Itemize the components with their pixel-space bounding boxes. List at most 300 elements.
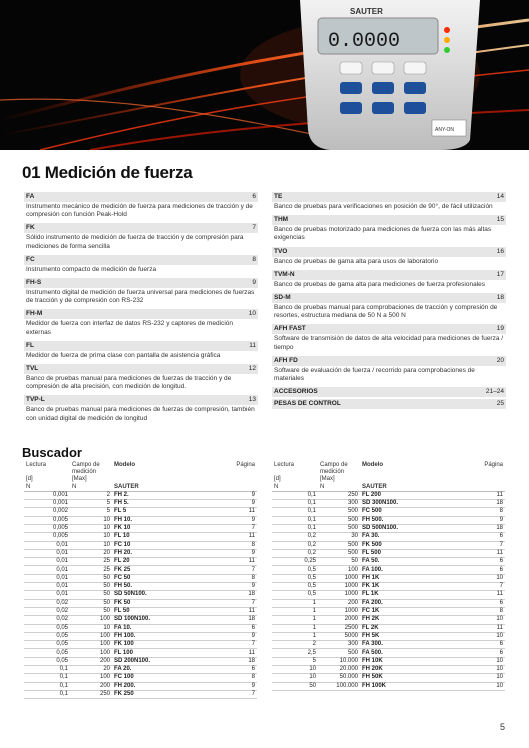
cell-campo: 250 [318,491,360,499]
product-page: 11 [249,341,256,349]
finder-table-left [24,462,257,699]
cell-pagina: 6 [213,666,257,674]
cell-modelo: FK 1K [360,583,461,591]
product-page: 13 [248,396,256,404]
product-description: Banco de pruebas manual para mediciones de fuerzas de tracción y de compresión de alta precisión, con medición de longitud. [26,375,232,391]
cell-modelo: FL 50 [112,607,213,615]
cell-campo: 100 [70,649,112,657]
cell-lectura: 0,05 [24,624,70,632]
product-list-left [24,192,258,427]
table-row [272,558,505,566]
cell-modelo: FH 1K [360,574,461,582]
cell-campo: 1000 [318,591,360,599]
table-row [24,599,257,607]
cell-lectura: 0,05 [24,649,70,657]
table-row [272,541,505,549]
product-header [24,255,258,265]
cell-modelo: FC 1K [360,607,461,615]
cell-modelo: FH 100. [112,632,213,640]
product-description: Instrumento mecánico de medición de fuerza para mediciones de tracción y de compresión con función Peak-Hold [26,203,253,219]
product-page: 18 [496,294,504,302]
cell-lectura: 10 [272,666,318,674]
table-row [24,491,257,499]
product-page: 25 [496,400,504,408]
cell-pagina: 10 [461,632,505,640]
table-row [272,591,505,599]
cell-campo: 50 [70,591,112,599]
cell-lectura: 0,01 [24,591,70,599]
cell-campo: 500 [318,516,360,524]
cell-modelo: SD 100N100. [112,616,213,624]
product-code: TVO [274,247,288,255]
cell-pagina: 11 [461,624,505,632]
cell-lectura: 0,01 [24,583,70,591]
table-row [24,541,257,549]
product-code: THM [274,216,289,224]
cell-lectura: 0,005 [24,525,70,533]
cell-pagina: 6 [461,558,505,566]
product-code: ACCESORIOS [274,388,318,396]
product-header [272,399,506,409]
product-header [272,324,506,334]
cell-pagina: 18 [461,525,505,533]
cell-lectura: 0,001 [24,491,70,499]
cell-campo: 500 [318,525,360,533]
table-row [24,666,257,674]
table-row [24,533,257,541]
table-row [272,616,505,624]
table-row [24,674,257,682]
table-row [24,591,257,599]
product-entry [24,278,258,307]
cell-pagina: 9 [213,632,257,640]
product-header [24,341,258,351]
cell-modelo: FH 10K [360,657,461,665]
cell-campo: 30 [318,533,360,541]
table-row [272,632,505,640]
table-row [272,500,505,508]
table-row [272,649,505,657]
cell-lectura: 0,02 [24,599,70,607]
cell-pagina: 18 [213,657,257,665]
product-description: Software de transmisión de datos de alta velocidad para mediciones de fuerza / tiempo [274,335,504,351]
cell-lectura: 0,05 [24,632,70,640]
cell-pagina: 9 [213,549,257,557]
cell-campo: 20.000 [318,666,360,674]
product-page: 10 [248,310,256,318]
cell-lectura: 0,01 [24,541,70,549]
cell-modelo: FL 5 [112,508,213,516]
product-description: Banco de pruebas para verificaciones en posición de 90°, de fácil utilización [274,203,493,210]
cell-campo: 200 [318,599,360,607]
product-header [272,270,506,280]
product-code: FH-S [26,279,42,287]
table-row [272,607,505,615]
product-list-right [272,192,506,411]
cell-pagina: 7 [213,690,257,698]
cell-lectura: 0,5 [272,566,318,574]
cell-campo: 10 [70,525,112,533]
cell-campo: 10 [70,541,112,549]
product-entry [272,270,506,291]
cell-lectura: 0,01 [24,574,70,582]
table-row [272,491,505,499]
cell-campo: 1000 [318,607,360,615]
cell-pagina: 9 [213,491,257,499]
cell-lectura: 50 [272,682,318,690]
cell-modelo: SD 200N100. [112,657,213,665]
table-row [272,641,505,649]
table-row [24,566,257,574]
col-pagina: Página [213,462,257,491]
cell-campo: 10 [70,533,112,541]
cell-campo: 25 [70,558,112,566]
cell-pagina: 8 [461,508,505,516]
col-campo: Campo de medición [Max] N [318,462,360,491]
cell-lectura: 0,1 [272,500,318,508]
cell-lectura: 0,02 [24,607,70,615]
table-row [272,583,505,591]
cell-campo: 2000 [318,616,360,624]
cell-modelo: FC 100 [112,674,213,682]
product-code: TE [274,193,283,200]
product-entry [272,399,506,409]
table-row [24,682,257,690]
cell-modelo: FA 200. [360,599,461,607]
cell-campo: 2500 [318,624,360,632]
cell-pagina: 18 [213,591,257,599]
cell-campo: 100 [70,674,112,682]
cell-lectura: 0,005 [24,516,70,524]
product-header [24,309,258,319]
cell-pagina: 8 [213,541,257,549]
finder-table-right [272,462,505,691]
product-entry [272,247,506,268]
cell-lectura: 0,1 [272,508,318,516]
cell-pagina: 9 [213,682,257,690]
product-code: TVP-L [26,396,45,404]
cell-pagina: 11 [461,549,505,557]
cell-modelo: FH 2K [360,616,461,624]
table-row [24,508,257,516]
cell-modelo: FH 10. [112,516,213,524]
product-entry [24,309,258,338]
table-row [272,674,505,682]
page-title: 01 Medición de fuerza [22,163,193,182]
cell-pagina: 11 [213,508,257,516]
cell-pagina: 7 [461,541,505,549]
cell-modelo: FA 300. [360,641,461,649]
cell-pagina: 9 [213,516,257,524]
cell-lectura: 0,001 [24,500,70,508]
product-code: FA [26,193,35,200]
cell-modelo: FL 1K [360,591,461,599]
cell-lectura: 0,25 [272,558,318,566]
product-description: Banco de pruebas manual para comprobaciones de tracción y compresión de resortes, estructura mediana de 50 N a 500 N [274,304,498,320]
cell-lectura: 0,2 [272,533,318,541]
cell-lectura: 0,05 [24,657,70,665]
table-row [24,607,257,615]
cell-modelo: FK 100 [112,641,213,649]
cell-campo: 50 [70,583,112,591]
product-header [24,395,258,405]
cell-lectura: 1 [272,616,318,624]
product-page: 15 [496,216,504,224]
product-description: Banco de pruebas de gama alta para usos de laboratorio [274,257,439,265]
cell-lectura: 0,05 [24,641,70,649]
cell-modelo: FH 20K [360,666,461,674]
cell-lectura: 0,1 [24,690,70,698]
cell-pagina: 7 [461,583,505,591]
cell-modelo: FH 20. [112,549,213,557]
cell-lectura: 5 [272,657,318,665]
cell-modelo: FK 250 [112,690,213,698]
cell-lectura: 1 [272,599,318,607]
cell-pagina: 6 [213,624,257,632]
cell-pagina: 11 [213,607,257,615]
cell-lectura: 0,5 [272,591,318,599]
cell-pagina: 6 [461,599,505,607]
cell-modelo: FC 10 [112,541,213,549]
cell-pagina: 9 [213,500,257,508]
device-display: 0.0000 [328,30,401,53]
cell-campo: 50.000 [318,674,360,682]
table-row [24,516,257,524]
table-row [272,533,505,541]
cell-modelo: FL 200 [360,491,461,499]
cell-pagina: 8 [461,607,505,615]
cell-lectura: 10 [272,674,318,682]
product-header [272,293,506,303]
cell-campo: 10.000 [318,657,360,665]
product-page: 20 [496,356,504,364]
cell-lectura: 0,01 [24,566,70,574]
cell-lectura: 0,01 [24,549,70,557]
product-code: TVM-N [274,270,295,278]
product-page: 16 [496,247,504,255]
cell-lectura: 0,5 [272,574,318,582]
cell-modelo: FL 2K [360,624,461,632]
cell-campo: 500 [318,541,360,549]
product-code: AFH FAST [274,325,306,333]
cell-modelo: FH 200. [112,682,213,690]
table-row [24,632,257,640]
hero-image [0,0,529,150]
table-row [24,583,257,591]
cell-modelo: FH 50. [112,583,213,591]
product-page: 8 [252,255,256,263]
cell-pagina: 8 [213,674,257,682]
cell-modelo: FH 50K [360,674,461,682]
cell-campo: 200 [70,682,112,690]
cell-pagina: 10 [461,674,505,682]
product-description: Medidor de fuerza de prima clase con pantalla de asistencia gráfica [26,351,221,359]
cell-pagina: 7 [213,641,257,649]
cell-campo: 500 [318,508,360,516]
table-row [272,666,505,674]
cell-modelo: FK 50 [112,599,213,607]
cell-campo: 300 [318,500,360,508]
table-row [24,574,257,582]
cell-campo: 50 [70,599,112,607]
product-header [272,192,506,202]
table-row [24,500,257,508]
product-description: Software de evaluación de fuerza / recorrido para comprobaciones de materiales [274,366,475,383]
cell-modelo: FL 20 [112,558,213,566]
table-row [24,641,257,649]
cell-campo: 10 [70,624,112,632]
cell-pagina: 10 [461,657,505,665]
cell-campo: 100.000 [318,682,360,690]
cell-modelo: FH 500. [360,516,461,524]
product-header [24,364,258,374]
cell-campo: 20 [70,549,112,557]
cell-lectura: 1 [272,607,318,615]
cell-modelo: FA 500. [360,649,461,657]
cell-modelo: FH 100K [360,682,461,690]
product-page: 19 [496,325,504,333]
cell-pagina: 6 [461,649,505,657]
table-row [272,508,505,516]
cell-lectura: 0,1 [24,666,70,674]
cell-modelo: FC 500 [360,508,461,516]
cell-campo: 100 [318,566,360,574]
product-description: Banco de pruebas manual para mediciones de fuerzas de compresión, también con unidad digital de medición de longitud [26,406,255,422]
col-lectura: Lectura [d] N [272,462,318,491]
cell-modelo: FH 5K [360,632,461,640]
cell-lectura: 0,1 [24,682,70,690]
product-code: FK [26,224,35,232]
product-code: PESAS DE CONTROL [274,400,341,408]
product-page: 9 [252,279,256,287]
table-row [24,525,257,533]
product-header [24,278,258,288]
cell-pagina: 11 [213,649,257,657]
product-page: 21–24 [485,388,504,396]
table-row [272,657,505,665]
cell-lectura: 0,2 [272,541,318,549]
product-header [24,192,258,202]
cell-lectura: 0,2 [272,549,318,557]
cell-pagina: 6 [461,566,505,574]
cell-modelo: FK 500 [360,541,461,549]
product-page: 6 [252,193,256,200]
cell-pagina: 7 [213,566,257,574]
cell-pagina: 9 [461,516,505,524]
cell-pagina: 7 [213,525,257,533]
cell-pagina: 18 [461,500,505,508]
cell-lectura: 0,002 [24,508,70,516]
product-header [272,215,506,225]
product-description: Banco de pruebas de gama alta para mediciones de fuerza profesionales [274,280,486,288]
cell-campo: 300 [318,641,360,649]
cell-campo: 5000 [318,632,360,640]
col-campo: Campo de medición [Max] N [70,462,112,491]
table-row [272,566,505,574]
product-header [24,223,258,233]
device-sticker: ANY-ON [435,127,454,133]
cell-campo: 1000 [318,574,360,582]
cell-campo: 2 [70,491,112,499]
cell-modelo: FL 500 [360,549,461,557]
cell-pagina: 10 [461,666,505,674]
product-entry [272,215,506,244]
col-modelo: Modelo SAUTER [360,462,461,491]
cell-lectura: 0,5 [272,583,318,591]
col-lectura: Lectura [d] N [24,462,70,491]
product-header [272,387,506,397]
cell-modelo: FA 30. [360,533,461,541]
cell-modelo: FK 10 [112,525,213,533]
product-description: Medidor de fuerza con interfaz de datos RS-232 y captores de medición externas [26,320,234,336]
cell-campo: 1000 [318,583,360,591]
cell-modelo: FL 100 [112,649,213,657]
product-code: SD-M [274,294,291,302]
product-code: FL [26,341,34,349]
col-modelo: Modelo SAUTER [112,462,213,491]
table-row [272,574,505,582]
cell-campo: 250 [70,690,112,698]
table-row [24,558,257,566]
page-number: 5 [500,722,506,732]
cell-lectura: 0,02 [24,616,70,624]
cell-pagina: 18 [213,616,257,624]
cell-pagina: 11 [213,558,257,566]
product-code: FH-M [26,310,43,318]
cell-modelo: FA 20. [112,666,213,674]
cell-pagina: 6 [461,533,505,541]
product-entry [272,387,506,397]
cell-pagina: 6 [461,641,505,649]
cell-modelo: FC 50 [112,574,213,582]
table-row [272,624,505,632]
hero-illustration [0,0,529,150]
cell-modelo: SD 50N100. [112,591,213,599]
product-code: AFH FD [274,356,298,364]
product-description: Banco de pruebas motorizado para mediciones de fuerza con las más altas exigencias [274,226,492,242]
cell-campo: 500 [318,649,360,657]
cell-campo: 100 [70,641,112,649]
product-page: 17 [496,270,504,278]
cell-campo: 5 [70,508,112,516]
product-header [272,356,506,366]
table-row [272,525,505,533]
product-description: Instrumento compacto de medición de fuerza [26,265,157,273]
table-row [24,649,257,657]
table-row [24,690,257,698]
table-row [24,624,257,632]
cell-pagina: 7 [213,599,257,607]
force-gauge-device [300,0,480,150]
product-entry [272,324,506,353]
cell-campo: 25 [70,566,112,574]
product-description: Sólido instrumento de medición de fuerza de tracción y de compresión para mediciones de forma sencilla [26,234,244,250]
cell-campo: 50 [70,574,112,582]
cell-pagina: 10 [461,616,505,624]
product-entry [24,255,258,276]
col-pagina: Página [461,462,505,491]
table-row [272,682,505,690]
cell-lectura: 0,1 [272,491,318,499]
cell-pagina: 9 [213,583,257,591]
cell-modelo: SD 300N100. [360,500,461,508]
cell-pagina: 10 [461,682,505,690]
cell-lectura: 0,1 [272,516,318,524]
finder-title: Buscador [22,445,82,460]
cell-pagina: 11 [461,491,505,499]
product-entry [272,293,506,322]
table-row [24,549,257,557]
